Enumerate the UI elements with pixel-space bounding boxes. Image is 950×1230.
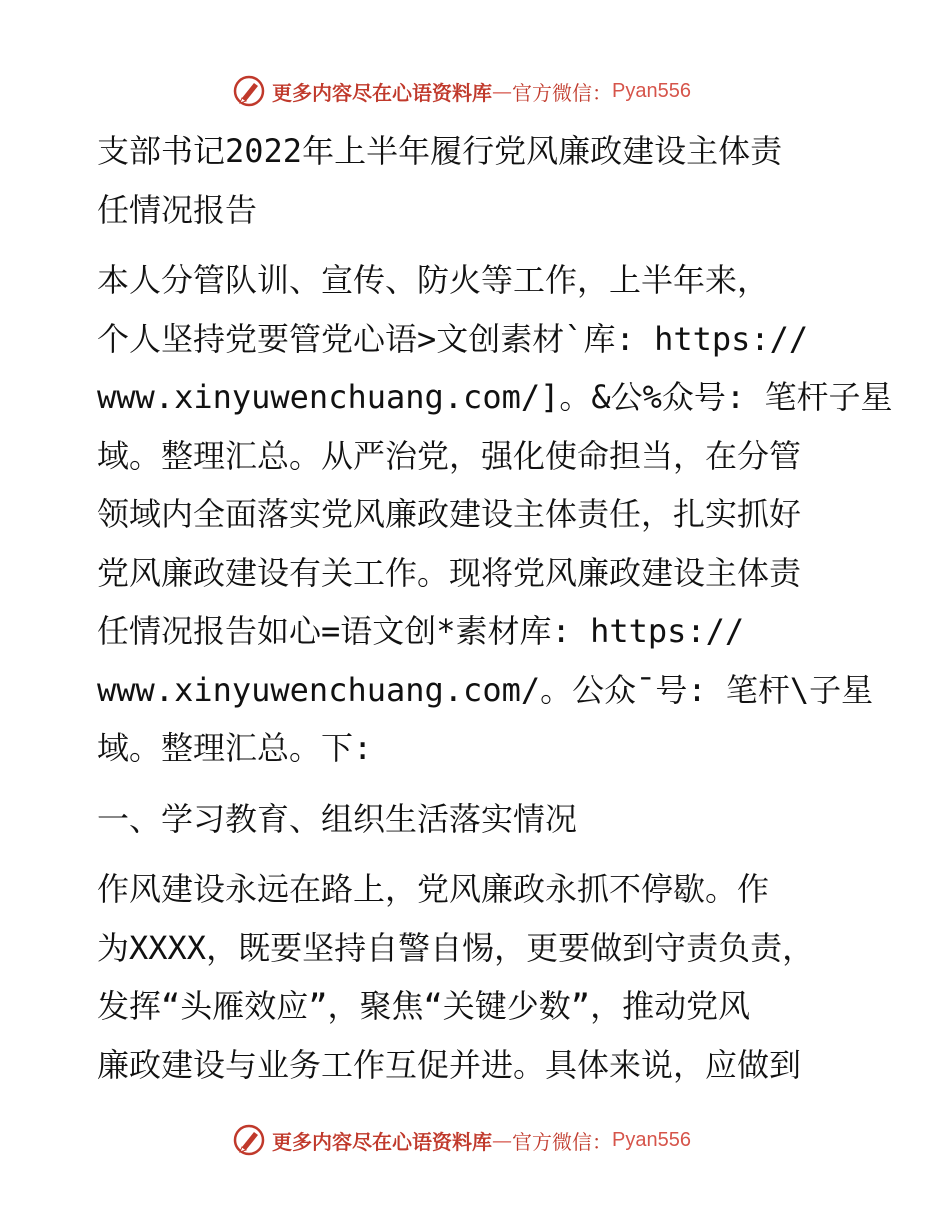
text-line: 域。整理汇总。下:: [97, 729, 373, 767]
section-heading: [97, 790, 847, 849]
document-title: [97, 122, 847, 239]
text-line: 任情况报告如心=语文创*素材库: https://: [97, 612, 745, 650]
text-line: 本人分管队训、宣传、防火等工作，上半年来，: [97, 261, 770, 299]
text-line: 发挥“头雁效应”，聚焦“关键少数”，推动党风: [97, 987, 751, 1025]
pen-logo-icon: [232, 1123, 266, 1157]
document-body: [97, 122, 893, 1094]
footer-watermark-banner: [232, 1120, 752, 1160]
header-watermark-banner: [232, 71, 752, 111]
banner-wechat-id: Pyan556: [612, 79, 691, 102]
text-line: 为XXXX，既要坚持自警自惕，更要做到守责负责，: [97, 928, 815, 967]
text-line: 廉政建设与业务工作互促并进。具体来说，应做到: [97, 1045, 802, 1084]
banner-main-text: 更多内容尽在心语资料库: [272, 1129, 492, 1154]
banner-dash: —: [492, 1128, 512, 1152]
paragraph-section-one: [97, 860, 847, 1094]
pen-logo-icon: [232, 74, 266, 108]
title-line: 支部书记2022年上半年履行党风廉政建设主体责: [97, 132, 783, 170]
text-line: www.xinyuwenchuang.com/]。&公%众号: 笔杆子星: [97, 378, 893, 416]
text-line: 个人坚持党要管党心语>文创素材`库: https://: [97, 319, 809, 358]
text-line: 领域内全面落实党风廉政建设主体责任，扎实抓好: [97, 495, 802, 533]
banner-main-text: 更多内容尽在心语资料库: [272, 80, 492, 105]
banner-dash: —: [492, 79, 512, 103]
banner-wechat-label: 官方微信：: [512, 80, 612, 105]
heading-line: 一、学习教育、组织生活落实情况: [97, 799, 578, 838]
paragraph-intro: [97, 251, 893, 778]
text-line: www.xinyuwenchuang.com/。公众¯号: 笔杆\子星: [97, 670, 874, 709]
banner-wechat-id: Pyan556: [612, 1128, 691, 1151]
banner-wechat-label: 官方微信：: [512, 1129, 612, 1154]
text-line: 作风建设永远在路上，党风廉政永抓不停歇。作: [97, 870, 770, 908]
title-line: 任情况报告: [97, 190, 258, 229]
text-line: 党风廉政建设有关工作。现将党风廉政建设主体责: [97, 553, 802, 592]
text-line: 域。整理汇总。从严治党，强化使命担当，在分管: [97, 436, 802, 475]
